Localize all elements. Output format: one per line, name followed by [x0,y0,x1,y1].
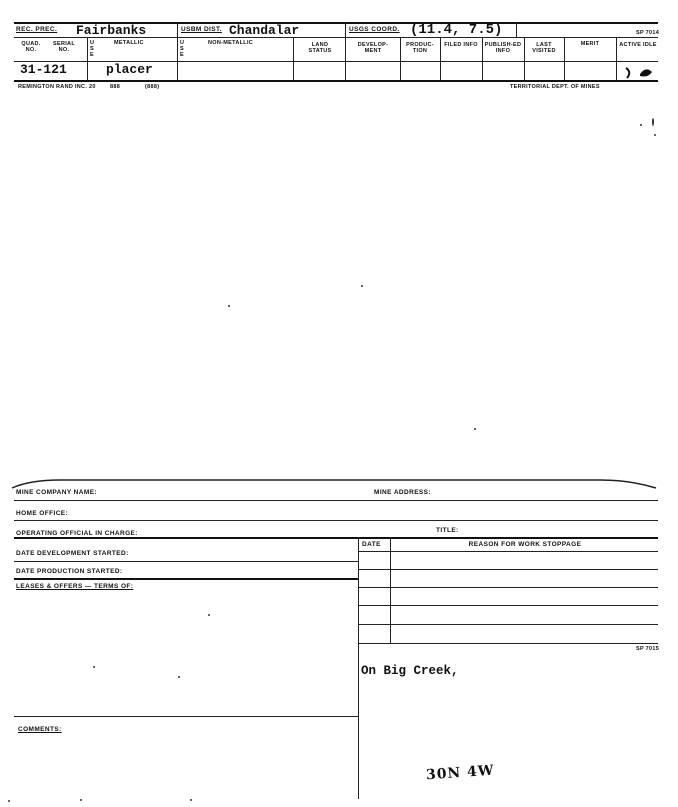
stoppage-row-rule-3 [358,587,658,588]
mine-company-name-label: MINE COMPANY NAME: [16,489,97,496]
col-production: PRODUC-TION [406,42,434,54]
rec-prec-value: Fairbanks [76,23,147,38]
header-divider-1 [177,22,178,80]
form-number-top: SP 7014 [636,30,660,36]
col-filed-info: FILED INFO [444,42,478,48]
col-divider-visited [524,37,525,80]
col-nonmetallic: NON-METALLIC [208,40,254,46]
col-land-status: LAND STATUS [308,42,332,54]
record-bottom-rule [14,80,658,82]
reason-header: REASON FOR WORK STOPPAGE [468,541,582,548]
scan-speck [8,800,10,802]
date-development-label: DATE DEVELOPMENT STARTED: [16,550,129,557]
col-merit: MERIT [580,41,600,47]
scan-speck [208,614,210,616]
rule-leases-bottom [14,716,358,717]
form-number-bottom: SP 7015 [636,646,660,652]
date-production-label: DATE PRODUCTION STARTED: [16,568,123,575]
scan-speck [652,118,654,126]
printer-code-1: 888 [110,84,121,90]
leases-offers-label: LEASES & OFFERS — TERMS OF: [16,583,134,590]
rule-operating-official [14,537,658,539]
department-imprint: TERRITORIAL DEPT. OF MINES [510,84,600,90]
col-serial-no: SERIAL NO. [53,41,75,53]
comments-label: COMMENTS: [18,726,62,733]
usbm-dist-value: Chandalar [229,23,300,38]
record-metallic: placer [106,62,153,77]
col-quad-no: QUAD. NO. [21,41,41,53]
record-quad-serial: 31-121 [20,62,67,77]
col-published-info: PUBLISH-ED INFO [484,42,522,54]
scan-speck [80,799,82,801]
lower-form-top-edge [0,472,678,492]
col-development: DEVELOP-MENT [357,42,389,54]
col-divider-filed [440,37,441,80]
stoppage-row-rule-1 [358,551,658,552]
stoppage-row-rule-2 [358,569,658,570]
operating-official-label: OPERATING OFFICIAL IN CHARGE: [16,530,138,537]
col-divider-land [293,37,294,80]
scan-speck [228,305,230,307]
col-nonmetallic-use: U S E [180,40,185,58]
date-header: DATE [362,541,381,548]
title-label: TITLE: [436,527,459,534]
header-divider-3 [516,22,517,37]
stoppage-table-left [358,537,359,643]
printer-imprint: REMINGTON RAND INC. 20 [18,84,96,90]
rule-mine-company [14,500,658,501]
col-divider-production [400,37,401,80]
scan-speck [640,124,642,126]
scan-speck [178,676,180,678]
usbm-dist-label: USBM DIST. [181,26,222,33]
col-divider-published [482,37,483,80]
col-active-idle: ACTIVE IDLE [619,42,657,48]
col-metallic: METALLIC [114,40,144,46]
col-last-visited: LAST VISITED [532,42,556,54]
rule-home-office [14,520,658,521]
scan-speck [361,285,363,287]
handwritten-note: 30N 4W [425,762,496,784]
mine-address-label: MINE ADDRESS: [374,489,431,496]
col-metallic-use: U S E [90,40,95,58]
stoppage-row-rule-5 [358,624,658,625]
stoppage-table-divider [390,537,391,643]
home-office-label: HOME OFFICE: [16,510,69,517]
col-divider-merit [564,37,565,80]
stoppage-row-rule-4 [358,605,658,606]
col-divider-active [616,37,617,80]
usgs-coord-label: USGS COORD. [349,26,400,33]
scan-speck [474,428,476,430]
printer-code-2: (888) [145,84,160,90]
notes-left-border [358,643,359,799]
scan-speck [654,134,656,136]
active-idle-mark [620,62,660,82]
header-divider-2 [345,22,346,80]
scan-speck [190,799,192,801]
scan-speck [93,666,95,668]
rec-prec-label: REC. PREC. [16,26,58,33]
usgs-coord-value: (11.4, 7.5) [410,22,503,38]
rule-date-development [14,561,358,562]
col-divider-metallic [87,37,88,80]
rule-date-production [14,578,358,580]
typed-note: On Big Creek, [361,664,459,678]
stoppage-row-rule-6 [358,643,658,644]
